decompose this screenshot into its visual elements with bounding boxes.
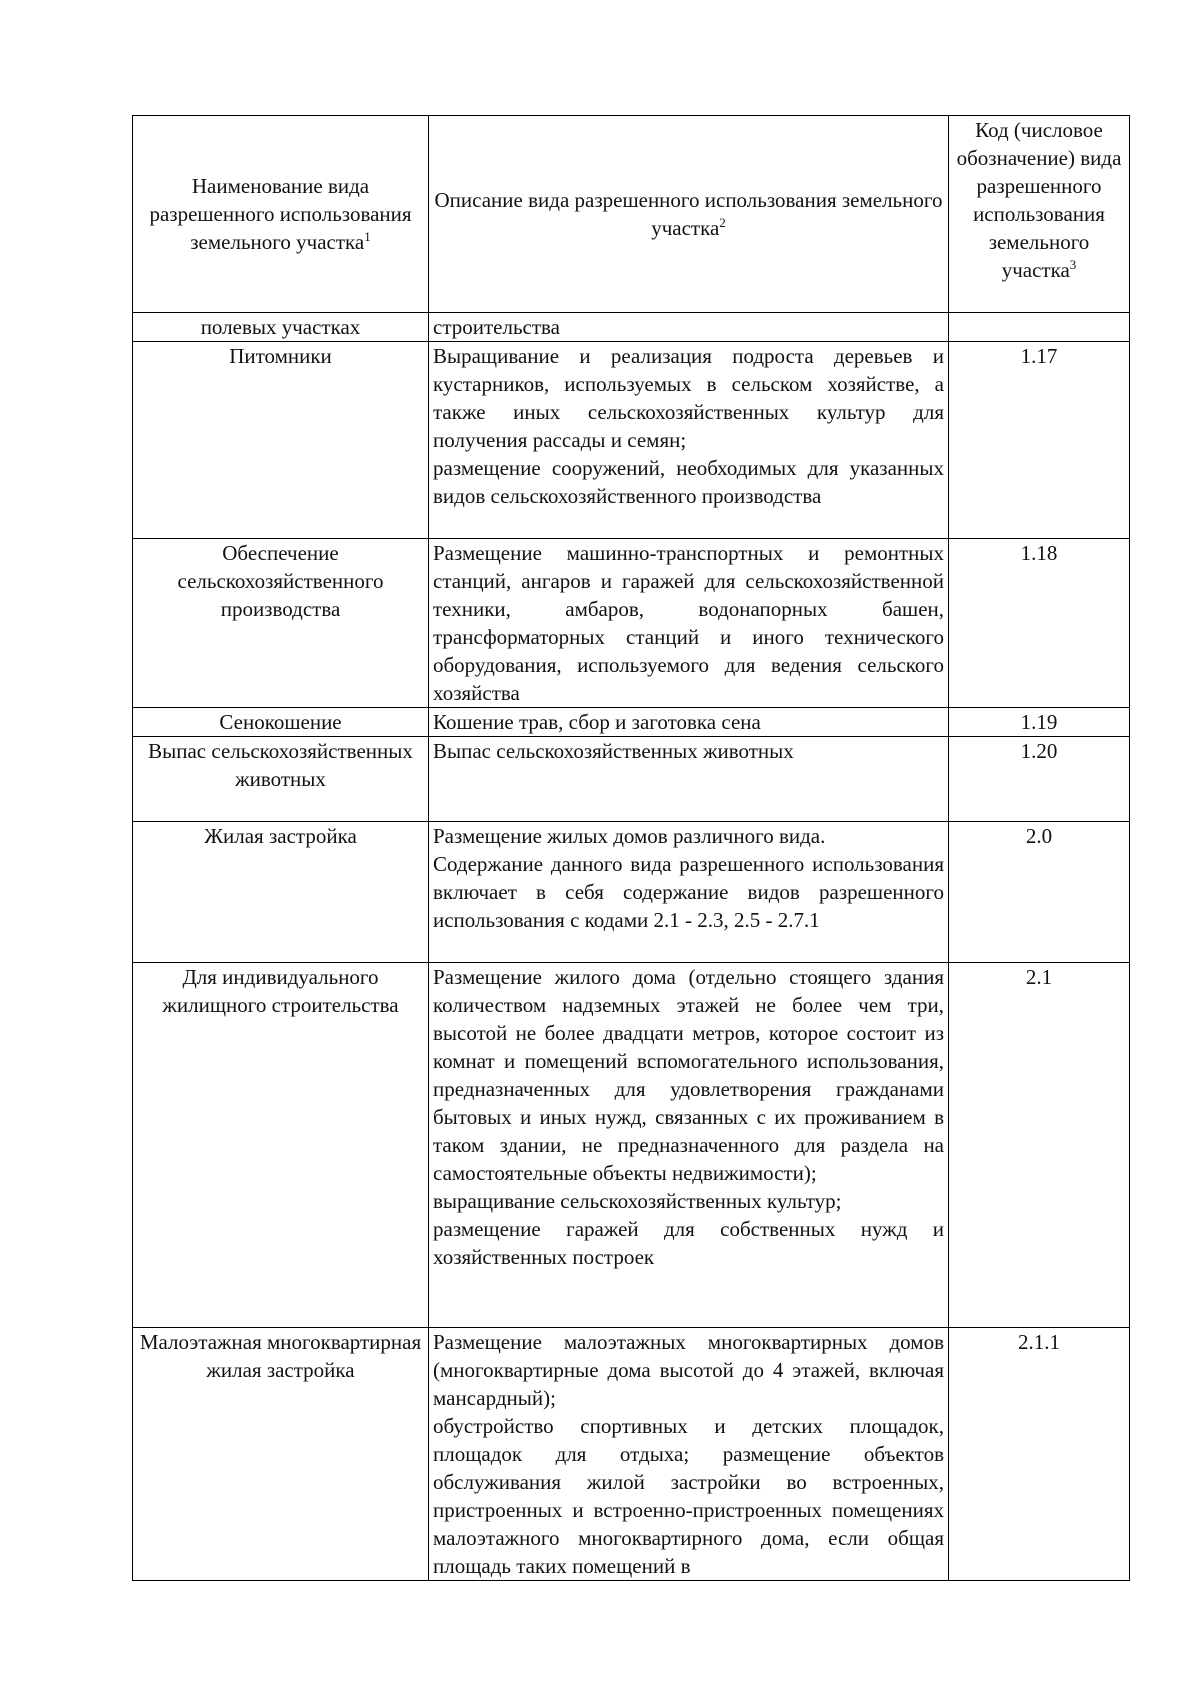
footnote-marker: 1 xyxy=(364,229,371,244)
table-row xyxy=(133,963,1130,1328)
description-paragraph: Размещение малоэтажных многоквартирных домов (многоквартирные дома высотой до 4 этажей, включая мансардный); xyxy=(433,1330,944,1410)
use-name: Для индивидуального жилищного строительства xyxy=(133,963,429,1328)
header-description-text: Описание вида разрешенного использования земельного участка xyxy=(434,188,943,240)
use-code: 2.1 xyxy=(949,963,1130,1328)
table-row xyxy=(133,737,1130,822)
use-name: Малоэтажная многоквартирная жилая застройка xyxy=(133,1328,429,1581)
table-row xyxy=(133,822,1130,963)
land-use-table xyxy=(132,115,1130,1581)
use-description xyxy=(429,737,949,822)
use-description xyxy=(429,342,949,539)
use-description xyxy=(429,708,949,737)
use-description xyxy=(429,313,949,342)
description-paragraph: обустройство спортивных и детских площадок, площадок для отдыха; размещение объектов обслуживания жилой застройки во встроенных, пристроенных и встроенно-пристроенных помещениях малоэтажного многоквартирного дома, если общая площадь таких помещений в xyxy=(433,1414,944,1578)
use-code: 1.18 xyxy=(949,539,1130,708)
description-paragraph: Размещение машинно-транспортных и ремонтных станций, ангаров и гаражей для сельскохозяйственной техники, амбаров, водонапорных башен, трансформаторных станций и иного технического оборудования, используемого для ведения сельского хозяйства xyxy=(433,541,944,705)
header-name-column xyxy=(133,116,429,313)
header-name-text: Наименование вида разрешенного использования земельного участка xyxy=(149,174,412,254)
table-row xyxy=(133,1328,1130,1581)
description-paragraph: Кошение трав, сбор и заготовка сена xyxy=(433,710,761,734)
description-paragraph: выращивание сельскохозяйственных культур; xyxy=(433,1189,842,1213)
table-row xyxy=(133,342,1130,539)
table-header-row xyxy=(133,116,1130,313)
use-name: Жилая застройка xyxy=(133,822,429,963)
description-paragraph: размещение гаражей для собственных нужд и хозяйственных построек xyxy=(433,1217,944,1269)
use-code xyxy=(949,313,1130,342)
use-description xyxy=(429,539,949,708)
use-code: 1.17 xyxy=(949,342,1130,539)
use-name: Питомники xyxy=(133,342,429,539)
use-description xyxy=(429,1328,949,1581)
description-paragraph: Содержание данного вида разрешенного использования включает в себя содержание видов разрешенного использования с кодами 2.1 - 2.3, 2.5 - 2.7.1 xyxy=(433,852,944,932)
use-code: 1.20 xyxy=(949,737,1130,822)
use-name: Сенокошение xyxy=(133,708,429,737)
use-name: полевых участках xyxy=(133,313,429,342)
description-paragraph: Размещение жилых домов различного вида. xyxy=(433,824,826,848)
table-row xyxy=(133,708,1130,737)
use-name: Обеспечение сельскохозяйственного производства xyxy=(133,539,429,708)
use-code: 2.1.1 xyxy=(949,1328,1130,1581)
table-row xyxy=(133,313,1130,342)
header-code-column xyxy=(949,116,1130,313)
description-paragraph: Выпас сельскохозяйственных животных xyxy=(433,739,794,763)
header-description-column xyxy=(429,116,949,313)
use-name: Выпас сельскохозяйственных животных xyxy=(133,737,429,822)
footnote-marker: 2 xyxy=(719,215,726,230)
description-paragraph: размещение сооружений, необходимых для указанных видов сельскохозяйственного производства xyxy=(433,456,944,508)
use-description xyxy=(429,822,949,963)
description-paragraph: строительства xyxy=(433,315,561,339)
use-code: 2.0 xyxy=(949,822,1130,963)
use-description xyxy=(429,963,949,1328)
footnote-marker: 3 xyxy=(1069,257,1077,272)
description-paragraph: Размещение жилого дома (отдельно стоящего здания количеством надземных этажей не более чем три, высотой не более двадцати метров, которое состоит из комнат и помещений вспомогательного использования, предназначенных для удовлетворения гражданами бытовых и иных нужд, связанных с их проживанием в таком здании, не предназначенного для раздела на самостоятельные объекты недвижимости); xyxy=(433,965,944,1185)
table-row xyxy=(133,539,1130,708)
description-paragraph: Выращивание и реализация подроста деревьев и кустарников, используемых в сельском хозяйстве, а также иных сельскохозяйственных культур для получения рассады и семян; xyxy=(433,344,944,452)
header-code-text: Код (числовое обозначение) вида разрешенного использования земельного участка xyxy=(956,118,1122,282)
use-code: 1.19 xyxy=(949,708,1130,737)
